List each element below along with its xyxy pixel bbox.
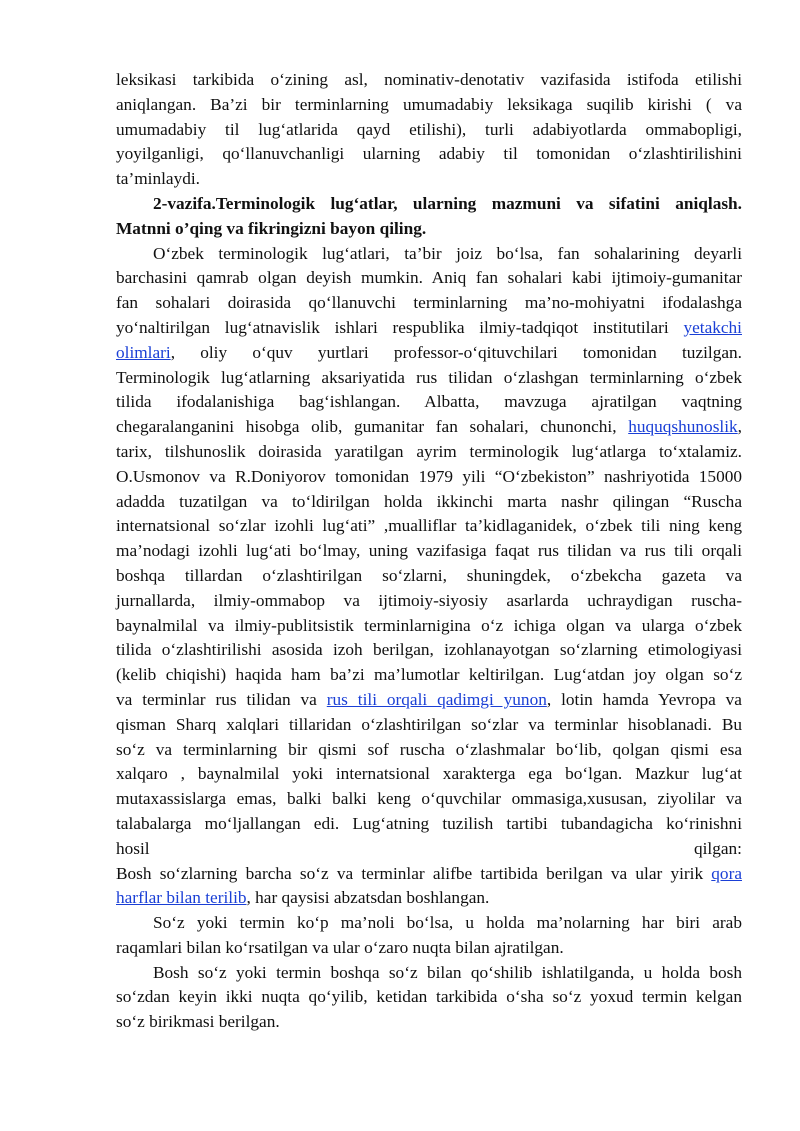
text-segment: talabalarga moʻljallangan edi. Lugʻatning tuzilish tartibi tubandagicha koʻrinishni xyxy=(116,813,742,833)
text-segment: xalqaro , baynalmilal yoki internatsional xarakterga ega boʻlgan. Mazkur lugʻat xyxy=(116,764,742,784)
text-segment: Oʻzbek terminologik lugʻatlari, ta’bir joiz boʻlsa, fan sohalarining deyarli xyxy=(153,243,742,263)
text-segment: Matnni o’qing va fikringizni bayon qiling. xyxy=(116,218,427,238)
paragraph xyxy=(116,242,742,862)
text-segment: tilida oʻzlashtirilishi asosida izoh berilgan, izohlanayotgan soʻzlarning etimologiyasi xyxy=(116,640,742,660)
text-line xyxy=(116,68,742,93)
text-line xyxy=(116,415,742,440)
text-line xyxy=(116,490,742,515)
text-segment: O.Usmonov va R.Doniyorov tomonidan 1979 yili “Oʻzbekiston” nashriyotida 15000 xyxy=(116,466,742,486)
text-line xyxy=(116,390,742,415)
text-line xyxy=(116,713,742,738)
text-line xyxy=(116,539,742,564)
text-segment: , har qaysisi abzatsdan boshlangan. xyxy=(246,888,490,908)
text-segment: internatsional soʻzlar izohli lugʻati” ,mualliflar ta’kidlaganidek, oʻzbek tili ning keng xyxy=(116,516,742,536)
text-line xyxy=(116,266,742,291)
text-segment: ma’nodagi izohli lugʻati boʻlmay, uning vazifasiga faqat rus tilidan va rus tili orqali xyxy=(116,541,742,561)
text-segment: , xyxy=(737,417,742,437)
paragraph xyxy=(116,911,742,961)
text-line xyxy=(116,217,742,242)
text-segment: adadda tuzatilgan va toʻldirilgan holda ikkinchi marta nashr qilingan “Ruscha xyxy=(116,491,742,511)
text-line xyxy=(116,961,742,986)
task-heading xyxy=(116,192,742,242)
text-segment: umumadabiy til lugʻatlarida qayd etilishi), turli adabiyotlarda ommabopligi, xyxy=(116,119,742,139)
text-line xyxy=(116,118,742,143)
text-line xyxy=(116,242,742,267)
text-segment: soʻzdan keyin ikki nuqta qoʻyilib, ketidan tarkibida oʻsha soʻz yoxud termin kelgan xyxy=(116,987,742,1007)
paragraph xyxy=(116,862,742,912)
text-segment: , oliy oʻquv yurtlari professor-oʻqituvchilari tomonidan tuzilgan. xyxy=(170,342,742,362)
text-segment: va terminlar rus tilidan va xyxy=(116,689,327,709)
text-line xyxy=(116,985,742,1010)
text-line xyxy=(116,291,742,316)
text-line xyxy=(116,440,742,465)
text-segment: qisman Sharq xalqlari tillaridan oʻzlashtirilgan soʻzlar va terminlar hisoblanadi. Bu xyxy=(116,714,742,734)
text-line xyxy=(116,812,742,837)
text-line xyxy=(116,787,742,812)
text-line xyxy=(116,936,742,961)
text-line xyxy=(116,341,742,366)
text-line xyxy=(116,663,742,688)
paragraph xyxy=(116,68,742,192)
document-page xyxy=(116,68,742,1035)
text-segment: yoyilganligi, qoʻllanuvchanligi ularning adabiy til tomonidan oʻzlashtirilishini xyxy=(116,144,742,164)
text-line xyxy=(116,862,742,887)
paragraph xyxy=(116,961,742,1035)
text-segment: baynalmilal va ilmiy-publitsistik terminlarnigina oʻz ichiga olgan va ularga oʻzbek xyxy=(116,615,742,635)
hyperlink[interactable]: harflar bilan terilib xyxy=(116,888,247,908)
text-segment: barchasini qamrab olgan deyish mumkin. Aniq fan sohalari kabi ijtimoiy-gumanitar xyxy=(116,268,742,288)
text-line xyxy=(116,886,742,911)
text-line xyxy=(116,167,742,192)
text-line xyxy=(116,762,742,787)
text-segment: , lotin hamda Yevropa va xyxy=(546,689,742,709)
text-segment: chegaralanganini hisobga olib, gumanitar fan sohalari, chunonchi, xyxy=(116,417,629,437)
text-segment: tilida ifodalanishiga bagʻishlangan. Albatta, mavzuga ajratilgan vaqtning xyxy=(116,392,742,412)
text-segment: Bosh soʻzlarning barcha soʻz va terminlar alifbe tartibida berilgan va ular yirik xyxy=(116,863,712,883)
text-segment: tarix, tilshunoslik doirasida yaratilgan ayrim terminologik lugʻatlarga toʻxtalamiz. xyxy=(116,441,742,461)
text-segment: Terminologik lugʻatlarning aksariyatida rus tilidan oʻzlashgan terminlarning oʻzbek xyxy=(116,367,742,387)
text-line xyxy=(116,316,742,341)
hyperlink[interactable]: qora xyxy=(711,863,742,883)
text-segment: mutaxassislarga emas, balki balki keng oʻquvchilar ommasiga,xususan, ziyolilar va xyxy=(116,789,742,809)
text-line xyxy=(116,638,742,663)
text-line xyxy=(116,142,742,167)
text-line xyxy=(116,688,742,713)
text-segment: hosil qilgan: xyxy=(116,838,742,858)
text-segment: yoʻnaltirilgan lugʻatnavislik ishlari respublika ilmiy-tadqiqot institutilari xyxy=(116,317,684,337)
text-segment: Bosh soʻz yoki termin boshqa soʻz bilan qoʻshilib ishlatilganda, u holda bosh xyxy=(153,962,742,982)
text-segment: (kelib chiqishi) haqida ham ba’zi ma’lumotlar keltirilgan. Lugʻatdan joy olgan soʻz xyxy=(116,665,742,685)
text-line xyxy=(116,465,742,490)
text-segment: jurnallarda, ilmiy-ommabop va ijtimoiy-siyosiy asarlarda uchraydigan ruscha- xyxy=(116,590,742,610)
text-segment: 2-vazifa.Terminologik lugʻatlar, ularning mazmuni va sifatini aniqlash. xyxy=(153,193,742,213)
hyperlink[interactable]: rus tili orqali qadimgi yunon xyxy=(326,689,547,709)
text-line xyxy=(116,911,742,936)
text-segment: leksikasi tarkibida oʻzining asl, nominativ-denotativ vazifasida istifoda etilishi xyxy=(116,70,742,89)
text-line xyxy=(116,93,742,118)
hyperlink[interactable]: yetakchi xyxy=(683,317,742,337)
text-segment: aniqlangan. Ba’zi bir terminlarning umumadabiy leksikaga suqilib kirishi ( va xyxy=(116,94,742,114)
text-segment: ta’minlaydi. xyxy=(116,169,200,189)
text-segment: soʻz va terminlarning bir qismi sof ruscha oʻzlashmalar boʻlib, qolgan qismi esa xyxy=(116,739,742,759)
text-line xyxy=(116,564,742,589)
text-segment: Soʻz yoki termin koʻp ma’noli boʻlsa, u holda ma’nolarning har biri arab xyxy=(153,913,742,933)
text-line xyxy=(116,366,742,391)
text-segment: fan sohalari doirasida qoʻllanuvchi terminlarning ma’no-mohiyatni ifodalashga xyxy=(116,293,742,313)
text-line xyxy=(116,514,742,539)
text-line xyxy=(116,614,742,639)
text-line xyxy=(116,192,742,217)
text-segment: soʻz birikmasi berilgan. xyxy=(116,1012,280,1032)
text-line xyxy=(116,837,742,862)
hyperlink[interactable]: huquqshunoslik xyxy=(628,417,738,437)
text-segment: boshqa tillardan oʻzlashtirilgan soʻzlarni, shuningdek, oʻzbekcha gazeta va xyxy=(116,565,742,585)
text-segment: raqamlari bilan koʻrsatilgan va ular oʻzaro nuqta bilan ajratilgan. xyxy=(116,937,564,957)
text-line xyxy=(116,1010,742,1035)
hyperlink[interactable]: olimlari xyxy=(116,342,171,362)
text-line xyxy=(116,589,742,614)
text-line xyxy=(116,738,742,763)
